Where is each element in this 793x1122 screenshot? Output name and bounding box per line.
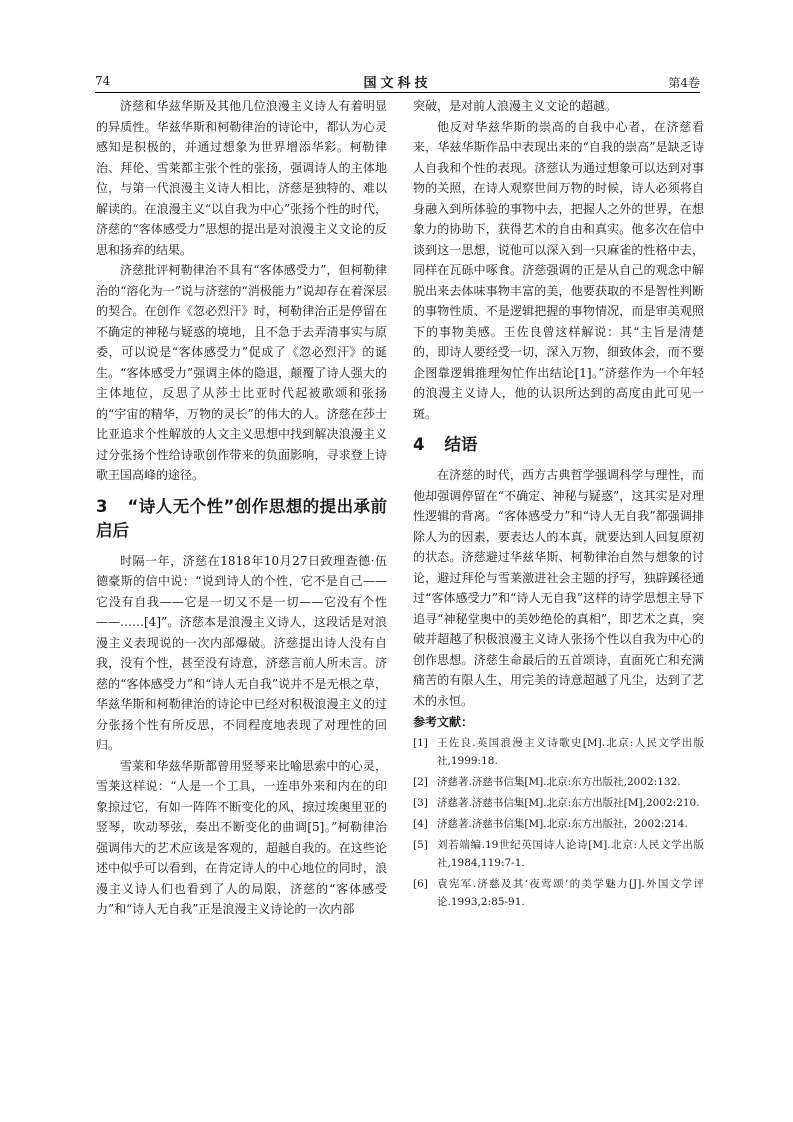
left-column: [96, 96, 387, 920]
reference-list: [413, 734, 704, 911]
reference-item: [413, 815, 704, 833]
section-title: 结语: [444, 435, 478, 454]
page-number: 74: [95, 74, 111, 88]
reference-tag: [4]: [413, 818, 428, 830]
section-heading: [96, 495, 387, 543]
reference-tag: [2]: [413, 776, 428, 788]
reference-text: 济慈著.济慈书信集[M].北京:东方出版社，2002:214.: [437, 818, 688, 830]
right-column: [413, 96, 704, 914]
reference-item: [413, 734, 704, 770]
reference-text: 袁宪军.济慈及其‘夜莺颂’的美学魅力[J].外国文学评论.1993,2:85-91.: [437, 878, 704, 908]
reference-text: 王佐良.英国浪漫主义诗歌史[M].北京:人民文学出版社,1999:18.: [437, 737, 704, 767]
reference-tag: [3]: [413, 797, 428, 809]
volume-label: 第4卷: [668, 76, 700, 90]
reference-text: 济慈著.济慈书信集[M].北京:东方出版社,2002:132.: [437, 776, 681, 788]
reference-item: [413, 836, 704, 872]
body-paragraph: 济慈和华兹华斯及其他几位浪漫主义诗人有着明显的异质性。华兹华斯和柯勒律治的诗论中，都认为心灵感知是积极的，并通过想象为世界增添华彩。柯勒律治、拜伦、雪莱都主张个性的张扬，强调诗人的主体地位，与第一代浪漫主义诗人相比，济慈是独特的、难以解读的。在浪漫主义“以自我为中心”张扬个性的时代，济慈的“客体感受力”思想的提出是对浪漫主义文论的反思和扬弃的结果。: [96, 99, 387, 257]
body-paragraph: 时隔一年，济慈在1818年10月27日致理查德·伍德豪斯的信中说：“说到诗人的个性，它不是自己——它没有自我——它是一切又不是一切——它没有个性——……[4]”。济慈本是浪漫主义诗人，这段话是对浪漫主义表现说的一次内部爆破。济慈提出诗人没有自我，没有个性，甚至没有诗意，济慈言前人所未言。济慈的“客体感受力”和“诗人无自我”说并不是无根之草，华兹华斯和柯勒律治的诗论中已经对积极浪漫主义的过分张扬个性有所反思，不同程度地表现了对理性的回归。: [96, 553, 387, 752]
reference-tag: [5]: [413, 839, 428, 851]
reference-text: 济慈著.济慈书信集[M].北京:东方出版社[M],2002:210.: [437, 797, 700, 809]
journal-title: 国文科技: [363, 76, 432, 91]
body-paragraph: 突破，是对前人浪漫主义文论的超越。: [413, 99, 618, 113]
reference-tag: [6]: [413, 878, 428, 890]
references-heading: 参考文献：: [413, 715, 474, 729]
section-title: “诗人无个性”创作思想的提出承前启后: [96, 496, 387, 540]
section-number: 4: [413, 435, 425, 454]
body-paragraph: 在济慈的时代，西方古典哲学强调科学与理性，而他却强调停留在“不确定、神秘与疑惑”，这其实是对理性逻辑的背离。“客体感受力”和“诗人无自我”都强调排除人为的因素，要表达人的本真，就要达到人回复原初的状态。济慈避过华兹华斯、柯勒律治自然与想象的讨论，避过拜伦与雪莱激进社会主题的抒写，独辟蹊径通过“客体感受力”和“诗人无自我”这样的诗学思想主导下追寻“神秘堂奥中的美妙绝伦的真相”，即艺术之真，突破并超越了积极浪漫主义诗人张扬个性以自我为中心的创作思想。济慈生命最后的五首颂诗，直面死亡和充满痛苦的有限人生，用完美的诗意超越了凡尘，达到了艺术的永恒。: [413, 468, 704, 708]
body-paragraph: 他反对华兹华斯的崇高的自我中心者，在济慈看来，华兹华斯作品中表现出来的“自我的崇高”是缺乏诗人自我和个性的表现。济慈认为通过想象可以达到对事物的关照，在诗人观察世间万物的时候，诗人必须将自身融入到所体验的事物中去，把握人之外的世界，在想象力的协助下，获得艺术的自由和真实。他多次在信中谈到这一思想，说他可以深入到一只麻雀的性格中去，同样在瓦砾中啄食。济慈强调的正是从自己的观念中解脱出来去体味事物丰富的美，他要获取的不是智性判断的事物性质、不是逻辑把握的事物情况，而是审美观照下的事物美感。王佐良曾这样解说：其“主旨是清楚的，即诗人要经受一切，深入万物，细致体会，而不要企图靠逻辑推理匆忙作出结论[1]。”济慈作为一个年轻的浪漫主义诗人，他的认识所达到的高度由此可见一斑。: [413, 119, 704, 421]
reference-item: [413, 773, 704, 791]
reference-tag: [1]: [413, 737, 428, 749]
header-rule: [95, 92, 700, 93]
reference-text: 刘若端编.19世纪英国诗人论诗[M].北京:人民文学出版社,1984,119:7-1.: [437, 839, 704, 869]
section-number: 3: [96, 496, 108, 516]
running-header: [95, 72, 700, 92]
body-paragraph: 济慈批评柯勒律治不具有“客体感受力”，但柯勒律治的“溶化为一”说与济慈的“消极能力”说却存在着深层的契合。在创作《忽必烈汗》时，柯勒律治正是停留在不确定的神秘与疑惑的境地，且不急于去弄清事实与原委，可以说是“客体感受力”促成了《忽必烈汗》的诞生。“客体感受力”强调主体的隐退，颠覆了诗人强大的主体地位，反思了从莎士比亚时代起被歌颂和张扬的“宇宙的精华，万物的灵长”的伟大的人。济慈在莎士比亚追求个性解放的人文主义思想中找到解决浪漫主义过分张扬个性给诗歌创作带来的负面影响，寻求登上诗歌王国高峰的途径。: [96, 263, 387, 482]
reference-item: [413, 875, 704, 911]
reference-item: [413, 794, 704, 812]
section-heading: [413, 433, 704, 457]
body-paragraph: 雪莱和华兹华斯都曾用竖琴来比喻思索中的心灵，雪莱这样说：“人是一个工具，一连串外来和内在的印象掠过它，有如一阵阵不断变化的风，掠过埃奥里亚的竖琴，吹动琴弦，奏出不断变化的曲调[5]。”柯勒律治强调伟大的艺术应该是客观的，超越自我的。在这些论述中似乎可以看到，在肯定诗人的中心地位的同时，浪漫主义诗人们也看到了人的局限，济慈的“客体感受力”和“诗人无自我”正是浪漫主义诗论的一次内部: [96, 758, 387, 916]
